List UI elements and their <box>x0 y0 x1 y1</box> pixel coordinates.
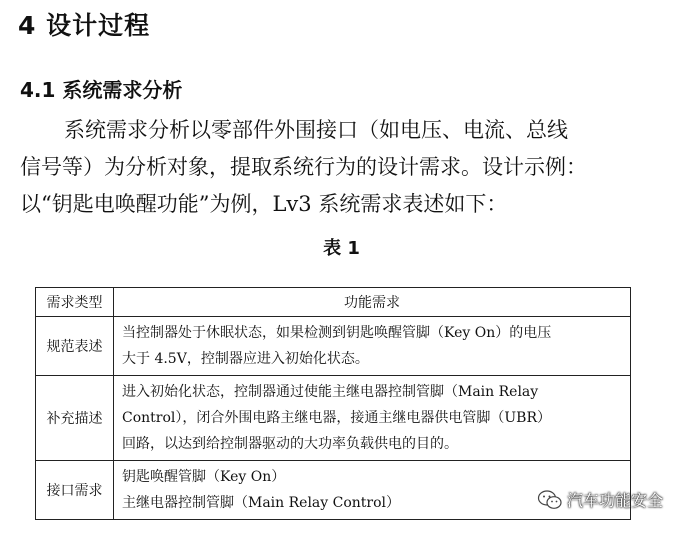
paragraph-line-3: 以“钥匙电唤醒功能”为例，Lv3 系统需求表述如下： <box>20 192 508 216</box>
description-line: Control），闭合外围电路主继电器，接通主继电器供电管脚（UBR） <box>122 410 552 426</box>
header-requirement-type: 需求类型 <box>36 288 114 317</box>
table-caption: 表 1 <box>323 238 360 259</box>
description-line: 主继电器控制管脚（Main Relay Control） <box>122 495 401 511</box>
table-row <box>36 376 631 461</box>
row-type: 规范表述 <box>36 317 114 376</box>
description-line: 大于 4.5V，控制器应进入初始化状态。 <box>122 351 369 367</box>
header-functional-requirement: 功能需求 <box>114 288 631 317</box>
row-description <box>114 376 631 461</box>
wechat-icon <box>537 489 563 511</box>
requirements-table <box>35 287 631 520</box>
paragraph-line-1: 系统需求分析以零部件外围接口（如电压、电流、总线 <box>64 118 568 142</box>
paragraph-line-2: 信号等）为分析对象，提取系统行为的设计需求。设计示例： <box>20 155 587 179</box>
row-description <box>114 317 631 376</box>
section-heading: 4 设计过程 <box>18 11 151 40</box>
row-type: 补充描述 <box>36 376 114 461</box>
watermark-text: 汽车功能安全 <box>566 491 663 510</box>
body-paragraph <box>20 112 648 223</box>
subsection-heading: 4.1 系统需求分析 <box>20 78 183 102</box>
table-row <box>36 317 631 376</box>
description-line: 进入初始化状态，控制器通过使能主继电器控制管脚（Main Relay <box>122 384 539 400</box>
watermark <box>537 488 663 511</box>
description-line: 钥匙唤醒管脚（Key On） <box>122 469 286 485</box>
table-header-row <box>36 288 631 317</box>
description-line: 回路，以达到给控制器驱动的大功率负载供电的目的。 <box>122 436 458 452</box>
description-line: 当控制器处于休眠状态，如果检测到钥匙唤醒管脚（Key On）的电压 <box>122 325 552 341</box>
row-type: 接口需求 <box>36 461 114 520</box>
